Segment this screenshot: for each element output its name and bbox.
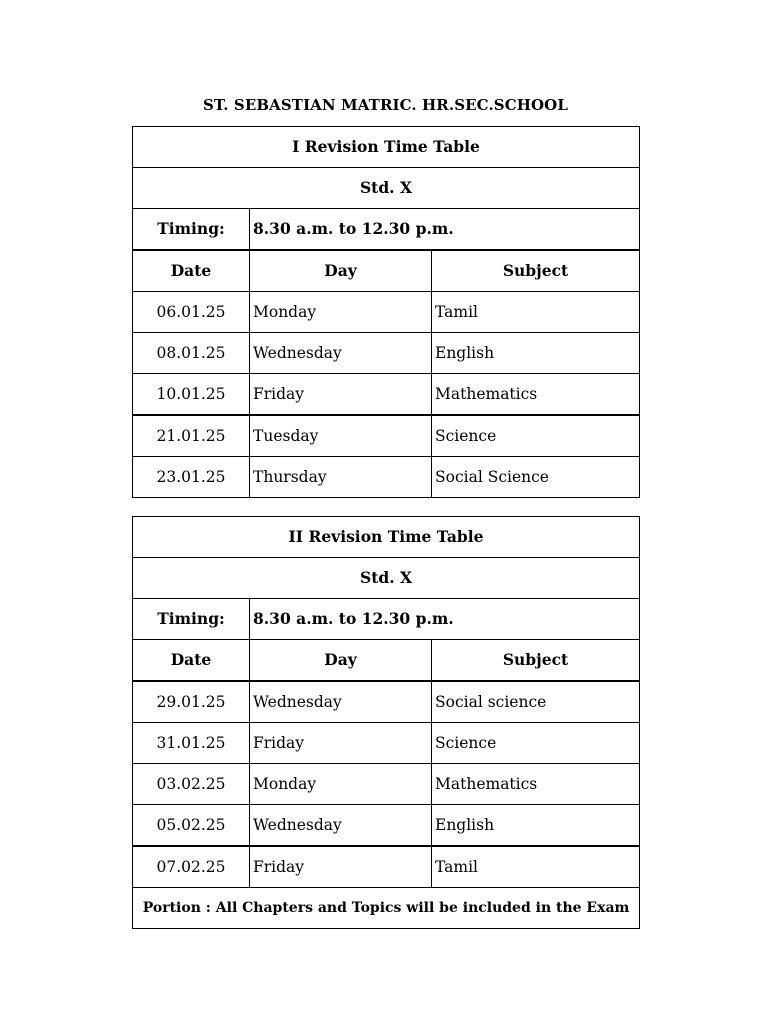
table-row [133, 723, 640, 764]
row-date: 21.01.25 [133, 415, 250, 457]
row-date: 31.01.25 [133, 723, 250, 764]
row-subject: English [432, 805, 640, 847]
row-date: 10.01.25 [133, 374, 250, 416]
table-row [133, 764, 640, 805]
row-day: Wednesday [250, 333, 432, 374]
row-subject: Tamil [432, 292, 640, 333]
row-subject: Social science [432, 681, 640, 723]
row-day: Wednesday [250, 681, 432, 723]
header-row [133, 250, 640, 292]
row-day: Monday [250, 764, 432, 805]
revision-timetable-1 [132, 126, 640, 498]
row-subject: Science [432, 723, 640, 764]
header-date: Date [133, 250, 250, 292]
header-day: Day [250, 640, 432, 682]
row-day: Wednesday [250, 805, 432, 847]
revision-timetable-2 [132, 516, 640, 929]
table-title-row [133, 127, 640, 168]
row-subject: Mathematics [432, 374, 640, 416]
row-day: Friday [250, 846, 432, 888]
std-row [133, 558, 640, 599]
table-row [133, 374, 640, 416]
table-title: II Revision Time Table [133, 517, 640, 558]
timing-row [133, 599, 640, 640]
std-label: Std. X [133, 558, 640, 599]
row-date: 23.01.25 [133, 457, 250, 498]
header-date: Date [133, 640, 250, 682]
row-day: Monday [250, 292, 432, 333]
row-date: 03.02.25 [133, 764, 250, 805]
portion-row [133, 888, 640, 929]
table-title-row [133, 517, 640, 558]
table-row [133, 415, 640, 457]
std-row [133, 168, 640, 209]
row-day: Friday [250, 374, 432, 416]
table-row [133, 292, 640, 333]
table-title: I Revision Time Table [133, 127, 640, 168]
portion-note: Portion : All Chapters and Topics will be included in the Exam [133, 888, 640, 929]
row-date: 08.01.25 [133, 333, 250, 374]
std-label: Std. X [133, 168, 640, 209]
timing-value: 8.30 a.m. to 12.30 p.m. [250, 599, 640, 640]
table-row [133, 681, 640, 723]
row-date: 29.01.25 [133, 681, 250, 723]
header-row [133, 640, 640, 682]
header-subject: Subject [432, 250, 640, 292]
row-day: Tuesday [250, 415, 432, 457]
row-date: 07.02.25 [133, 846, 250, 888]
timing-label: Timing: [133, 599, 250, 640]
header-subject: Subject [432, 640, 640, 682]
row-subject: Science [432, 415, 640, 457]
row-subject: English [432, 333, 640, 374]
header-day: Day [250, 250, 432, 292]
row-day: Friday [250, 723, 432, 764]
table-row [133, 846, 640, 888]
row-day: Thursday [250, 457, 432, 498]
table-row [133, 805, 640, 847]
row-subject: Mathematics [432, 764, 640, 805]
row-date: 06.01.25 [133, 292, 250, 333]
timing-row [133, 209, 640, 251]
school-title: ST. SEBASTIAN MATRIC. HR.SEC.SCHOOL [202, 96, 568, 114]
table-row [133, 333, 640, 374]
timing-label: Timing: [133, 209, 250, 251]
timing-value: 8.30 a.m. to 12.30 p.m. [250, 209, 640, 251]
row-subject: Social Science [432, 457, 640, 498]
row-subject: Tamil [432, 846, 640, 888]
row-date: 05.02.25 [133, 805, 250, 847]
table-row [133, 457, 640, 498]
